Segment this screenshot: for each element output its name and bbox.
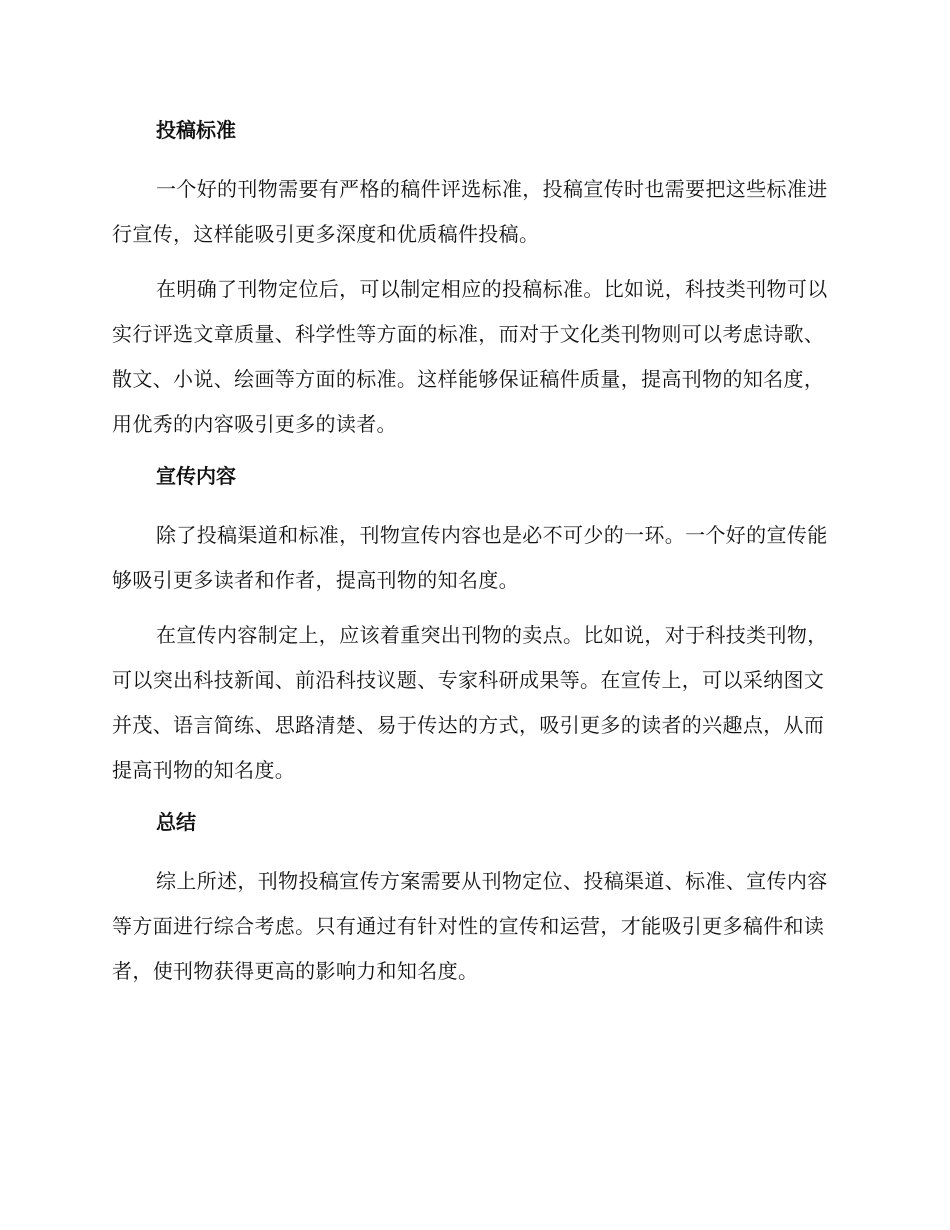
paragraph: 除了投稿渠道和标准，刊物宣传内容也是必不可少的一环。一个好的宣传能够吸引更多读者和作者，提高刊物的知名度。	[112, 523, 828, 592]
paragraph: 在宣传内容制定上，应该着重突出刊物的卖点。比如说，对于科技类刊物，可以突出科技新闻、前沿科技议题、专家科研成果等。在宣传上，可以采纳图文并茂、语言简练、思路清楚、易于传达的方式，吸引更多的读者的兴趣点，从而提高刊物的知名度。	[112, 623, 828, 782]
paragraph: 在明确了刊物定位后，可以制定相应的投稿标准。比如说，科技类刊物可以实行评选文章质量、科学性等方面的标准，而对于文化类刊物则可以考虑诗歌、散文、小说、绘画等方面的标准。这样能够保证稿件质量，提高刊物的知名度，用优秀的内容吸引更多的读者。	[112, 277, 828, 436]
paragraph: 综上所述，刊物投稿宣传方案需要从刊物定位、投稿渠道、标准、宣传内容等方面进行综合考虑。只有通过有针对性的宣传和运营，才能吸引更多稿件和读者，使刊物获得更高的影响力和知名度。	[112, 869, 828, 983]
section-heading-submission-standards: 投稿标准	[156, 118, 236, 142]
section-heading-summary: 总结	[156, 810, 196, 834]
paragraph: 一个好的刊物需要有严格的稿件评选标准，投稿宣传时也需要把这些标准进行宣传，这样能吸引更多深度和优质稿件投稿。	[112, 177, 828, 246]
section-heading-promotion-content: 宣传内容	[156, 464, 236, 488]
document-body	[112, 112, 832, 994]
